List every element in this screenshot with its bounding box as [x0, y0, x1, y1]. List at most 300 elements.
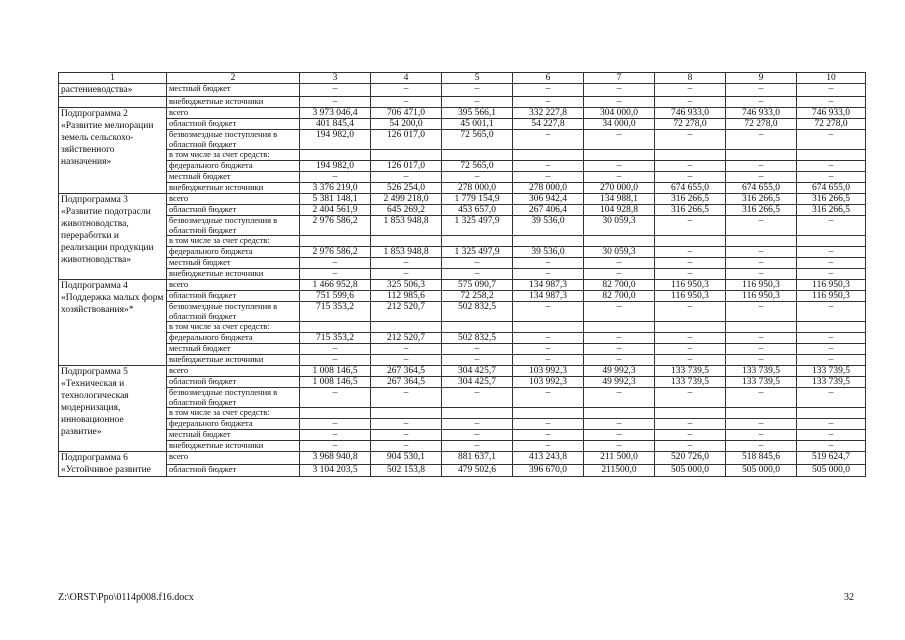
funding-source: всего — [167, 280, 300, 291]
amount-cell: – — [655, 333, 726, 344]
table-row — [59, 216, 866, 236]
table-row — [59, 388, 866, 408]
amount-cell: – — [584, 333, 655, 344]
funding-source: федерального бюджета — [167, 333, 300, 344]
amount-cell: 746 933,0 — [655, 108, 726, 119]
amount-cell: – — [371, 84, 442, 97]
amount-cell — [584, 408, 655, 419]
amount-cell: 715 353,2 — [300, 302, 371, 322]
amount-cell: 505 000,0 — [797, 464, 866, 477]
funding-source: в том числе за счет средств: — [167, 236, 300, 247]
amount-cell: – — [655, 269, 726, 280]
column-number-3: 3 — [300, 73, 371, 84]
table-row — [59, 194, 866, 205]
amount-cell: – — [584, 172, 655, 183]
amount-cell: 49 992,3 — [584, 377, 655, 388]
amount-cell: – — [300, 441, 371, 452]
amount-cell: 479 502,6 — [442, 464, 513, 477]
amount-cell: 316 266,5 — [797, 194, 866, 205]
amount-cell: 645 269,2 — [371, 205, 442, 216]
amount-cell: 133 739,5 — [726, 377, 797, 388]
table-row — [59, 441, 866, 452]
amount-cell: 746 933,0 — [726, 108, 797, 119]
amount-cell: – — [300, 388, 371, 408]
amount-cell: 39 536,0 — [513, 247, 584, 258]
amount-cell: – — [655, 84, 726, 97]
amount-cell: – — [797, 344, 866, 355]
amount-cell: – — [300, 172, 371, 183]
amount-cell: 134 987,3 — [513, 291, 584, 302]
subprogram-name: Подпрограмма 3 «Развитие подотрасли животноводства, переработки и реализации продукции животноводства» — [59, 194, 167, 280]
amount-cell: – — [584, 430, 655, 441]
amount-cell: 267 364,5 — [371, 377, 442, 388]
amount-cell — [513, 408, 584, 419]
amount-cell: – — [726, 84, 797, 97]
amount-cell — [371, 236, 442, 247]
amount-cell: 126 017,0 — [371, 130, 442, 150]
amount-cell: – — [371, 419, 442, 430]
amount-cell: – — [797, 269, 866, 280]
amount-cell: 715 353,2 — [300, 333, 371, 344]
amount-cell: – — [797, 258, 866, 269]
funding-source: безвозмездные поступления в областной бюджет — [167, 216, 300, 236]
amount-cell: 72 258,2 — [442, 291, 513, 302]
table-row — [59, 84, 866, 97]
amount-cell: – — [442, 172, 513, 183]
subprogram-name: Подпрограмма 5 «Техническая и технологическая модернизация, инновационное развитие» — [59, 366, 167, 452]
amount-cell — [300, 322, 371, 333]
amount-cell — [797, 322, 866, 333]
table-row — [59, 377, 866, 388]
amount-cell: 505 000,0 — [726, 464, 797, 477]
subprogram-name: Подпрограмма 6 «Устойчивое развитие — [59, 452, 167, 477]
amount-cell: – — [726, 161, 797, 172]
subprogram-name — [59, 97, 167, 108]
table-row — [59, 269, 866, 280]
amount-cell: 211500,0 — [584, 464, 655, 477]
amount-cell: – — [655, 388, 726, 408]
budget-table-container — [58, 72, 866, 477]
amount-cell: – — [797, 355, 866, 366]
amount-cell: 746 933,0 — [797, 108, 866, 119]
table-row — [59, 236, 866, 247]
amount-cell: – — [300, 269, 371, 280]
amount-cell: – — [371, 258, 442, 269]
funding-source: федерального бюджета — [167, 161, 300, 172]
amount-cell: – — [797, 247, 866, 258]
amount-cell: 5 381 148,1 — [300, 194, 371, 205]
amount-cell: – — [442, 441, 513, 452]
table-row — [59, 344, 866, 355]
funding-source: в том числе за счет средств: — [167, 408, 300, 419]
amount-cell: – — [584, 97, 655, 108]
funding-source: всего — [167, 194, 300, 205]
amount-cell: 1 853 948,8 — [371, 247, 442, 258]
amount-cell: – — [513, 355, 584, 366]
amount-cell: – — [655, 258, 726, 269]
amount-cell — [371, 150, 442, 161]
amount-cell: – — [442, 269, 513, 280]
amount-cell: – — [513, 302, 584, 322]
amount-cell: – — [797, 130, 866, 150]
amount-cell: 45 001,1 — [442, 119, 513, 130]
column-number-5: 5 — [442, 73, 513, 84]
amount-cell: 304 000,0 — [584, 108, 655, 119]
amount-cell — [300, 150, 371, 161]
amount-cell: 116 950,3 — [655, 280, 726, 291]
funding-source: безвозмездные поступления в областной бюджет — [167, 302, 300, 322]
amount-cell: – — [797, 388, 866, 408]
amount-cell: – — [584, 355, 655, 366]
amount-cell: 395 566,1 — [442, 108, 513, 119]
amount-cell: – — [797, 216, 866, 236]
amount-cell: – — [655, 216, 726, 236]
amount-cell: – — [655, 419, 726, 430]
amount-cell: – — [300, 97, 371, 108]
amount-cell: – — [797, 161, 866, 172]
amount-cell: – — [655, 344, 726, 355]
table-row — [59, 183, 866, 194]
table-row — [59, 130, 866, 150]
amount-cell: 103 992,3 — [513, 366, 584, 377]
amount-cell — [513, 322, 584, 333]
column-number-2: 2 — [167, 73, 300, 84]
amount-cell — [584, 150, 655, 161]
amount-cell: 72 278,0 — [655, 119, 726, 130]
subprogram-name: Подпрограмма 2 «Развитие мелиорации земель сельскохо-зяйственного назначения» — [59, 108, 167, 194]
funding-source: всего — [167, 452, 300, 465]
amount-cell: 505 000,0 — [655, 464, 726, 477]
amount-cell: – — [726, 441, 797, 452]
amount-cell: – — [513, 333, 584, 344]
amount-cell: 134 988,1 — [584, 194, 655, 205]
amount-cell: 1 325 497,9 — [442, 216, 513, 236]
amount-cell: 332 227,8 — [513, 108, 584, 119]
amount-cell: 1 779 154,9 — [442, 194, 513, 205]
amount-cell: 72 278,0 — [726, 119, 797, 130]
amount-cell: 30 059,3 — [584, 247, 655, 258]
amount-cell — [655, 236, 726, 247]
subprogram-name: растениеводства» — [59, 84, 167, 97]
funding-source: всего — [167, 108, 300, 119]
funding-source: внебюджетные источники — [167, 355, 300, 366]
amount-cell: – — [797, 441, 866, 452]
amount-cell: 519 624,7 — [797, 452, 866, 465]
budget-table — [58, 72, 866, 477]
amount-cell: – — [300, 355, 371, 366]
table-row — [59, 205, 866, 216]
table-row — [59, 430, 866, 441]
amount-cell: – — [584, 258, 655, 269]
amount-cell — [300, 408, 371, 419]
amount-cell: – — [513, 97, 584, 108]
funding-source: местный бюджет — [167, 84, 300, 97]
amount-cell: 212 520,7 — [371, 302, 442, 322]
amount-cell: 413 243,8 — [513, 452, 584, 465]
amount-cell — [442, 408, 513, 419]
amount-cell — [371, 322, 442, 333]
funding-source: местный бюджет — [167, 172, 300, 183]
amount-cell: – — [655, 130, 726, 150]
amount-cell: – — [371, 355, 442, 366]
amount-cell: – — [442, 388, 513, 408]
amount-cell: – — [584, 84, 655, 97]
document-file-path: Z:\ORST\Ppo\0114p008.f16.docx — [58, 592, 194, 603]
amount-cell: 316 266,5 — [726, 205, 797, 216]
amount-cell: 751 599,6 — [300, 291, 371, 302]
amount-cell — [797, 236, 866, 247]
amount-cell: – — [797, 84, 866, 97]
amount-cell: 1 853 948,8 — [371, 216, 442, 236]
amount-cell: 904 530,1 — [371, 452, 442, 465]
table-row — [59, 97, 866, 108]
amount-cell: – — [442, 430, 513, 441]
amount-cell: 401 845,4 — [300, 119, 371, 130]
funding-source: внебюджетные источники — [167, 441, 300, 452]
amount-cell: 270 000,0 — [584, 183, 655, 194]
funding-source: внебюджетные источники — [167, 183, 300, 194]
funding-source: безвозмездные поступления в областной бюджет — [167, 388, 300, 408]
amount-cell: – — [371, 97, 442, 108]
amount-cell: – — [442, 258, 513, 269]
amount-cell: 502 153,8 — [371, 464, 442, 477]
amount-cell: 316 266,5 — [655, 205, 726, 216]
amount-cell: – — [655, 355, 726, 366]
amount-cell: 133 739,5 — [797, 377, 866, 388]
amount-cell: – — [726, 216, 797, 236]
amount-cell: 39 536,0 — [513, 216, 584, 236]
amount-cell: 30 059,3 — [584, 216, 655, 236]
amount-cell: 278 000,0 — [442, 183, 513, 194]
amount-cell: 116 950,3 — [797, 280, 866, 291]
column-number-8: 8 — [655, 73, 726, 84]
subprogram-name: Подпрограмма 4 «Поддержка малых форм хозяйствования»* — [59, 280, 167, 366]
amount-cell: 133 739,5 — [655, 366, 726, 377]
amount-cell: – — [371, 344, 442, 355]
amount-cell: – — [442, 97, 513, 108]
funding-source: в том числе за счет средств: — [167, 322, 300, 333]
amount-cell — [726, 236, 797, 247]
amount-cell: – — [726, 172, 797, 183]
amount-cell: 54 227,8 — [513, 119, 584, 130]
amount-cell: – — [584, 161, 655, 172]
amount-cell: – — [655, 430, 726, 441]
amount-cell: – — [513, 344, 584, 355]
amount-cell: – — [584, 388, 655, 408]
table-row — [59, 419, 866, 430]
table-row — [59, 302, 866, 322]
amount-cell: – — [300, 258, 371, 269]
amount-cell: – — [442, 344, 513, 355]
amount-cell: – — [655, 247, 726, 258]
amount-cell: – — [726, 344, 797, 355]
amount-cell — [371, 408, 442, 419]
amount-cell: 126 017,0 — [371, 161, 442, 172]
amount-cell: 103 992,3 — [513, 377, 584, 388]
amount-cell: 194 982,0 — [300, 161, 371, 172]
funding-source: местный бюджет — [167, 258, 300, 269]
amount-cell: – — [300, 84, 371, 97]
table-row — [59, 366, 866, 377]
amount-cell: – — [513, 388, 584, 408]
amount-cell: 2 976 586,2 — [300, 216, 371, 236]
funding-source: областной бюджет — [167, 464, 300, 477]
amount-cell: – — [300, 344, 371, 355]
table-row — [59, 161, 866, 172]
amount-cell: 211 500,0 — [584, 452, 655, 465]
amount-cell: – — [513, 419, 584, 430]
amount-cell: 116 950,3 — [726, 280, 797, 291]
amount-cell: 133 739,5 — [797, 366, 866, 377]
amount-cell: 134 987,3 — [513, 280, 584, 291]
amount-cell — [655, 408, 726, 419]
amount-cell: 34 000,0 — [584, 119, 655, 130]
amount-cell: – — [300, 430, 371, 441]
amount-cell: 502 832,5 — [442, 302, 513, 322]
amount-cell — [442, 236, 513, 247]
amount-cell: 133 739,5 — [655, 377, 726, 388]
table-row — [59, 150, 866, 161]
amount-cell: – — [726, 430, 797, 441]
amount-cell: – — [513, 258, 584, 269]
amount-cell: – — [797, 172, 866, 183]
amount-cell: – — [797, 419, 866, 430]
amount-cell: 1 466 952,8 — [300, 280, 371, 291]
amount-cell: 104 928,8 — [584, 205, 655, 216]
amount-cell: 1 008 146,5 — [300, 377, 371, 388]
amount-cell: 54 200,0 — [371, 119, 442, 130]
amount-cell: – — [584, 269, 655, 280]
amount-cell: – — [584, 419, 655, 430]
amount-cell: 116 950,3 — [655, 291, 726, 302]
amount-cell: – — [655, 172, 726, 183]
amount-cell: 112 985,6 — [371, 291, 442, 302]
amount-cell: – — [300, 419, 371, 430]
amount-cell: 325 506,3 — [371, 280, 442, 291]
amount-cell: 518 845,6 — [726, 452, 797, 465]
amount-cell: – — [442, 355, 513, 366]
table-row — [59, 322, 866, 333]
amount-cell: – — [513, 430, 584, 441]
amount-cell: – — [726, 258, 797, 269]
column-number-10: 10 — [797, 73, 866, 84]
amount-cell: – — [726, 355, 797, 366]
amount-cell: 674 655,0 — [655, 183, 726, 194]
amount-cell: – — [655, 441, 726, 452]
amount-cell: – — [726, 247, 797, 258]
amount-cell: 304 425,7 — [442, 366, 513, 377]
funding-source: федерального бюджета — [167, 419, 300, 430]
amount-cell: 82 700,0 — [584, 291, 655, 302]
amount-cell: – — [584, 344, 655, 355]
table-row — [59, 452, 866, 465]
amount-cell — [726, 408, 797, 419]
amount-cell: – — [726, 97, 797, 108]
amount-cell — [442, 150, 513, 161]
amount-cell: – — [513, 441, 584, 452]
funding-source: областной бюджет — [167, 291, 300, 302]
table-row — [59, 280, 866, 291]
funding-source: местный бюджет — [167, 344, 300, 355]
amount-cell: 212 520,7 — [371, 333, 442, 344]
amount-cell: – — [726, 419, 797, 430]
amount-cell: – — [371, 430, 442, 441]
amount-cell: 306 942,4 — [513, 194, 584, 205]
amount-cell: – — [371, 388, 442, 408]
funding-source: безвозмездные поступления в областной бюджет — [167, 130, 300, 150]
amount-cell: 881 637,1 — [442, 452, 513, 465]
amount-cell: – — [797, 302, 866, 322]
amount-cell: 133 739,5 — [726, 366, 797, 377]
amount-cell: 3 968 940,8 — [300, 452, 371, 465]
column-number-4: 4 — [371, 73, 442, 84]
column-number-1: 1 — [59, 73, 167, 84]
amount-cell: 706 471,0 — [371, 108, 442, 119]
amount-cell — [442, 322, 513, 333]
amount-cell: – — [726, 333, 797, 344]
amount-cell: – — [584, 130, 655, 150]
amount-cell: – — [513, 161, 584, 172]
amount-cell: 502 832,5 — [442, 333, 513, 344]
amount-cell: – — [797, 430, 866, 441]
column-number-7: 7 — [584, 73, 655, 84]
amount-cell: 2 976 586,2 — [300, 247, 371, 258]
amount-cell: 116 950,3 — [726, 291, 797, 302]
amount-cell: 72 278,0 — [797, 119, 866, 130]
column-number-6: 6 — [513, 73, 584, 84]
amount-cell: 72 565,0 — [442, 130, 513, 150]
column-number-9: 9 — [726, 73, 797, 84]
amount-cell: 278 000,0 — [513, 183, 584, 194]
amount-cell: – — [797, 333, 866, 344]
table-row — [59, 408, 866, 419]
amount-cell: 396 670,0 — [513, 464, 584, 477]
amount-cell: 316 266,5 — [797, 205, 866, 216]
amount-cell — [513, 150, 584, 161]
column-number-row — [59, 73, 866, 84]
amount-cell: – — [371, 269, 442, 280]
page-number: 32 — [844, 592, 854, 603]
amount-cell: – — [584, 441, 655, 452]
amount-cell: 82 700,0 — [584, 280, 655, 291]
funding-source: всего — [167, 366, 300, 377]
amount-cell: 575 090,7 — [442, 280, 513, 291]
funding-source: внебюджетные источники — [167, 97, 300, 108]
amount-cell: 2 499 218,0 — [371, 194, 442, 205]
amount-cell — [584, 322, 655, 333]
amount-cell: – — [513, 84, 584, 97]
amount-cell: 2 404 561,9 — [300, 205, 371, 216]
amount-cell: – — [513, 269, 584, 280]
funding-source: местный бюджет — [167, 430, 300, 441]
amount-cell: – — [371, 441, 442, 452]
amount-cell — [726, 322, 797, 333]
funding-source: в том числе за счет средств: — [167, 150, 300, 161]
funding-source: внебюджетные источники — [167, 269, 300, 280]
amount-cell: – — [584, 302, 655, 322]
amount-cell: – — [371, 172, 442, 183]
amount-cell: 267 406,4 — [513, 205, 584, 216]
amount-cell: 520 726,0 — [655, 452, 726, 465]
amount-cell: 316 266,5 — [726, 194, 797, 205]
amount-cell: 1 008 146,5 — [300, 366, 371, 377]
amount-cell: – — [513, 130, 584, 150]
amount-cell: 3 376 219,0 — [300, 183, 371, 194]
amount-cell: 72 565,0 — [442, 161, 513, 172]
amount-cell: – — [726, 388, 797, 408]
amount-cell: – — [726, 130, 797, 150]
table-row — [59, 258, 866, 269]
